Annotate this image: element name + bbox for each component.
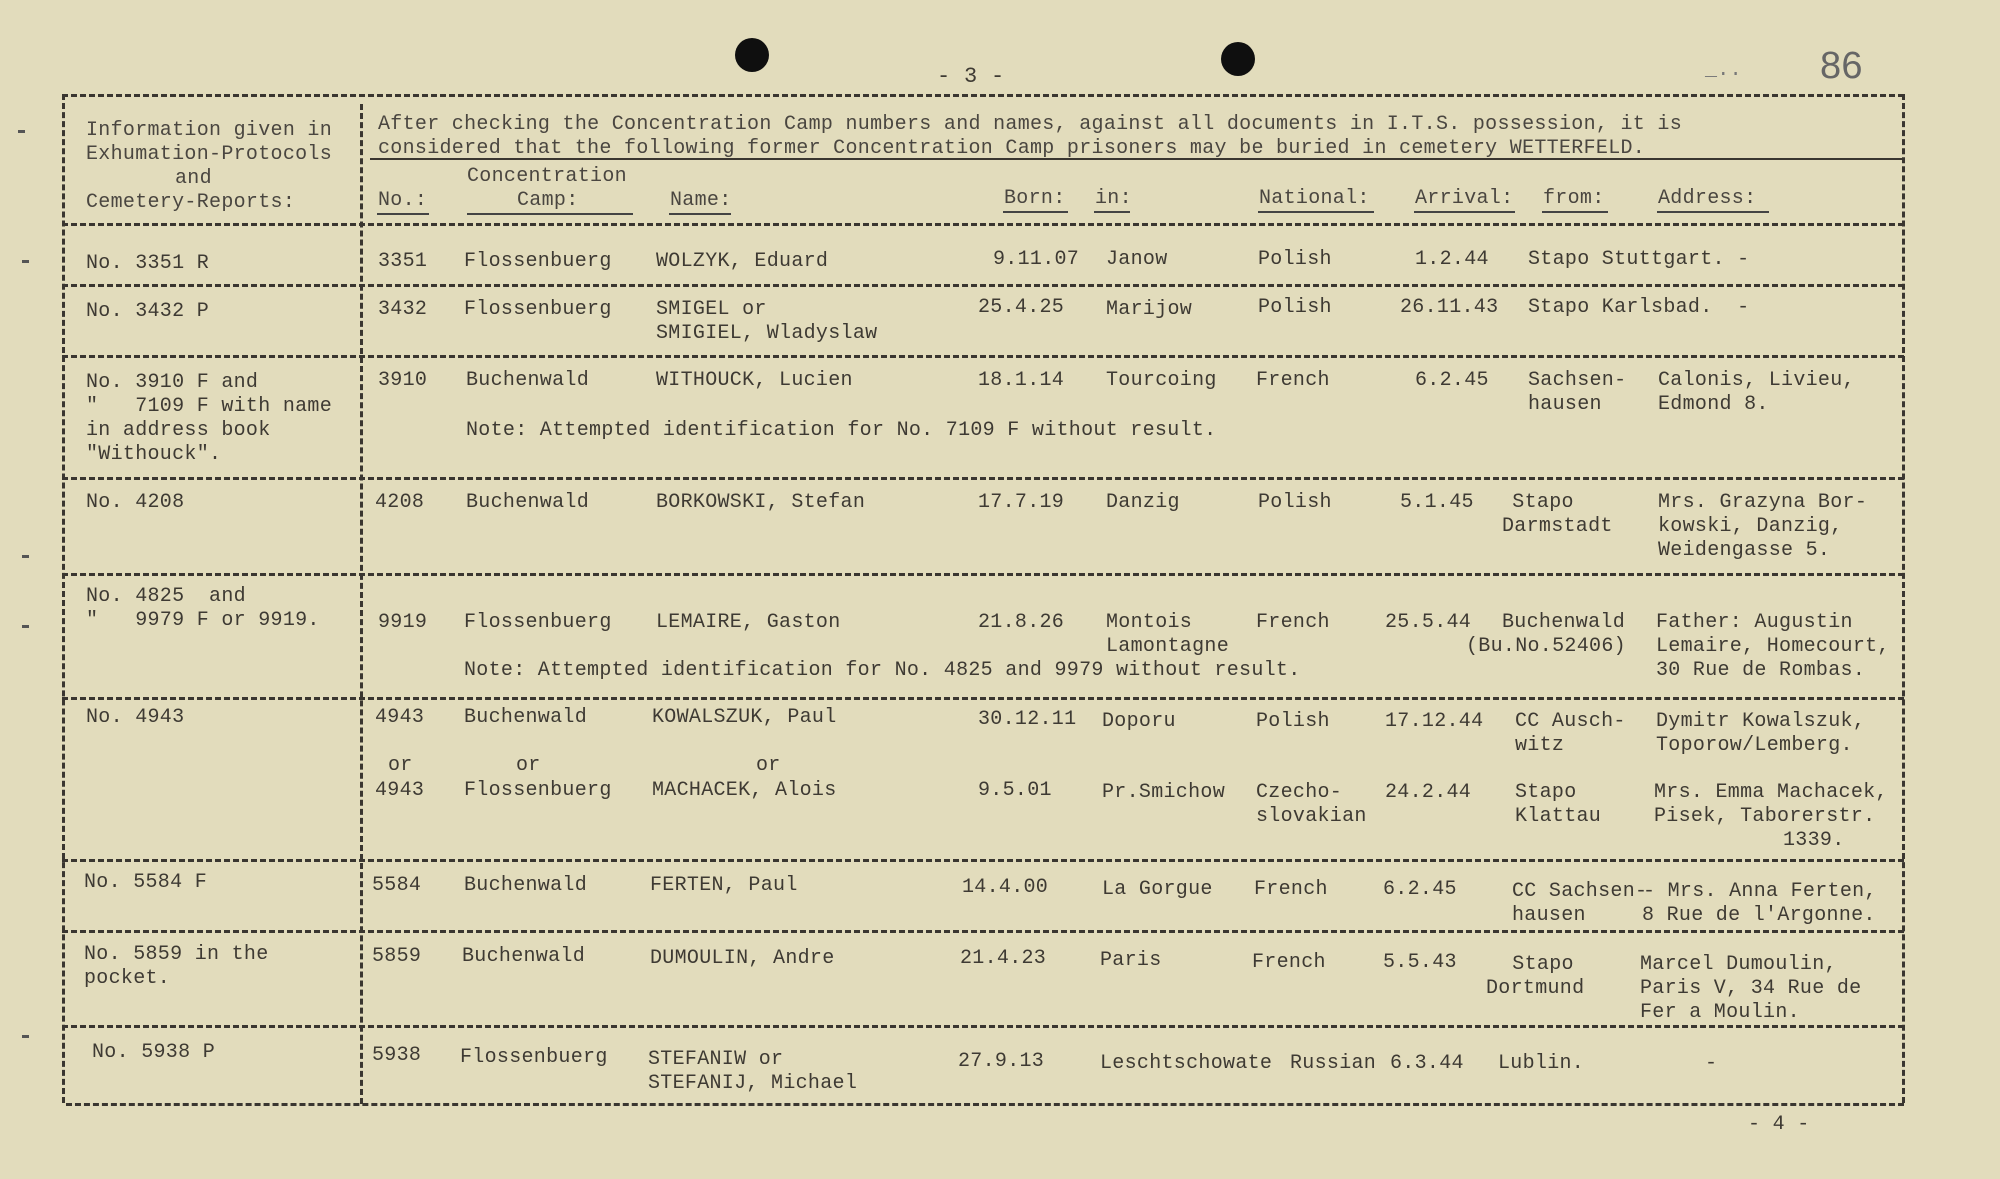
row-national: French xyxy=(1254,878,1328,901)
row-info: "Withouck". xyxy=(86,443,222,466)
row-address: Lemaire, Homecourt, xyxy=(1656,635,1890,658)
row-from: witz xyxy=(1515,734,1565,757)
row-national: French xyxy=(1252,951,1326,974)
row-alt-national: slovakian xyxy=(1256,805,1367,828)
row-divider xyxy=(62,573,1904,576)
header-divider xyxy=(62,223,1904,226)
row-no: 9919 xyxy=(378,611,428,634)
row-no: 3910 xyxy=(378,369,428,392)
col-underline xyxy=(1542,211,1608,213)
row-address: Calonis, Livieu, xyxy=(1658,369,1855,392)
row-name-alt: SMIGIEL, Wladyslaw xyxy=(656,322,878,345)
row-arrival: 6.3.44 xyxy=(1390,1052,1464,1075)
footer-page-number: - 4 - xyxy=(1748,1113,1810,1136)
row-from: Stapo xyxy=(1500,953,1574,976)
row-name: STEFANIW or xyxy=(648,1048,784,1071)
row-name: WOLZYK, Eduard xyxy=(656,250,829,273)
row-national: Polish xyxy=(1258,296,1332,319)
row-arrival: 6.2.45 xyxy=(1415,369,1489,392)
row-from: Sachsen- xyxy=(1528,369,1627,392)
row-born: 9.11.07 xyxy=(993,248,1080,271)
row-from: Stapo xyxy=(1500,491,1574,514)
row-name: WITHOUCK, Lucien xyxy=(656,369,853,392)
col-underline xyxy=(377,213,429,215)
row-no: 5938 xyxy=(372,1044,422,1067)
row-camp: Buchenwald xyxy=(464,874,588,897)
header-info-line2: Exhumation-Protocols xyxy=(86,143,333,166)
margin-mark xyxy=(22,555,29,558)
row-address: Father: Augustin xyxy=(1656,611,1853,634)
row-divider xyxy=(62,697,1904,700)
row-info: " 7109 F with name xyxy=(86,395,333,418)
row-born: 27.9.13 xyxy=(958,1050,1045,1073)
col-header-camp-line2: Camp: xyxy=(517,189,579,212)
row-address: Mrs. Grazyna Bor- xyxy=(1658,491,1868,514)
row-alt-born: 9.5.01 xyxy=(978,779,1052,802)
row-alt-address: 1339. xyxy=(1783,829,1845,852)
row-divider xyxy=(62,477,1904,480)
row-info: pocket. xyxy=(84,967,171,990)
row-info: No. 5584 F xyxy=(84,871,208,894)
margin-mark xyxy=(22,625,29,628)
row-or-label: or xyxy=(756,754,781,777)
row-birthplace: Marijow xyxy=(1106,298,1193,321)
col-underline xyxy=(669,213,731,215)
col-underline xyxy=(1003,211,1068,213)
row-info: No. 4208 xyxy=(86,491,185,514)
row-alt-camp: Flossenbuerg xyxy=(464,779,612,802)
row-alt-name: MACHACEK, Alois xyxy=(652,779,837,802)
row-no: 5859 xyxy=(372,945,422,968)
row-info: No. 4943 xyxy=(86,706,185,729)
row-divider xyxy=(62,1025,1904,1028)
table-top-border xyxy=(62,94,1904,97)
row-arrival: 6.2.45 xyxy=(1383,878,1457,901)
row-alt-address: Pisek, Taborerstr. xyxy=(1654,805,1876,828)
row-alt-national: Czecho- xyxy=(1256,781,1343,804)
col-header-address: Address: xyxy=(1658,187,1757,210)
table-left-border xyxy=(62,94,65,1103)
table-bottom-border xyxy=(66,1103,1904,1106)
row-info: No. 3432 P xyxy=(86,300,210,323)
row-born: 18.1.14 xyxy=(978,369,1065,392)
row-address: kowski, Danzig, xyxy=(1658,515,1843,538)
row-address: - Mrs. Anna Ferten, xyxy=(1643,880,1877,903)
row-name: BORKOWSKI, Stefan xyxy=(656,491,866,514)
row-address: Marcel Dumoulin, xyxy=(1640,953,1837,976)
row-address: - xyxy=(1705,1052,1718,1075)
col-underline xyxy=(1414,211,1515,213)
row-arrival: 5.1.45 xyxy=(1400,491,1474,514)
col-header-from: from: xyxy=(1543,187,1605,210)
row-birthplace: Tourcoing xyxy=(1106,369,1217,392)
row-national: Polish xyxy=(1258,248,1332,271)
row-alt-from: Klattau xyxy=(1515,805,1602,828)
row-name: KOWALSZUK, Paul xyxy=(652,706,837,729)
row-name-alt: STEFANIJ, Michael xyxy=(648,1072,858,1095)
page-number: - 3 - xyxy=(937,64,1005,89)
row-from: CC Ausch- xyxy=(1515,710,1626,733)
row-national: French xyxy=(1256,369,1330,392)
row-address: Dymitr Kowalszuk, xyxy=(1656,710,1866,733)
row-from: Dortmund xyxy=(1486,977,1585,1000)
row-arrival: 5.5.43 xyxy=(1383,951,1457,974)
row-born: 21.8.26 xyxy=(978,611,1065,634)
statement-line2: considered that the following former Concentration Camp prisoners may be buried in cemetery WETTERFELD. xyxy=(378,137,1646,160)
row-address: Weidengasse 5. xyxy=(1658,539,1831,562)
row-camp: Buchenwald xyxy=(464,706,588,729)
table-column-divider xyxy=(360,104,363,1104)
col-header-name: Name: xyxy=(670,189,732,212)
col-header-arrival: Arrival: xyxy=(1415,187,1514,210)
row-from: Stapo Stuttgart. - xyxy=(1528,248,1750,271)
row-address: 30 Rue de Rombas. xyxy=(1656,659,1866,682)
row-no: 4208 xyxy=(375,491,425,514)
row-national: French xyxy=(1256,611,1330,634)
row-camp: Buchenwald xyxy=(466,369,590,392)
col-underline xyxy=(1094,211,1130,213)
col-underline xyxy=(467,213,633,215)
row-name: DUMOULIN, Andre xyxy=(650,947,835,970)
row-divider xyxy=(62,284,1904,287)
row-arrival: 25.5.44 xyxy=(1385,611,1472,634)
row-born: 21.4.23 xyxy=(960,947,1047,970)
row-camp: Buchenwald xyxy=(462,945,586,968)
row-info: No. 3910 F and xyxy=(86,371,259,394)
row-born: 30.12.11 xyxy=(978,708,1077,731)
row-camp: Flossenbuerg xyxy=(464,611,612,634)
row-born: 14.4.00 xyxy=(962,876,1049,899)
col-underline xyxy=(1258,211,1374,213)
row-address: Toporow/Lemberg. xyxy=(1656,734,1853,757)
row-birthplace: La Gorgue xyxy=(1102,878,1213,901)
row-no: 3351 xyxy=(378,250,428,273)
row-address: Edmond 8. xyxy=(1658,393,1769,416)
row-info: in address book xyxy=(86,419,271,442)
row-camp: Buchenwald xyxy=(466,491,590,514)
punch-hole-left xyxy=(735,38,769,72)
row-divider xyxy=(62,859,1904,862)
row-name: FERTEN, Paul xyxy=(650,874,798,897)
row-birthplace: Doporu xyxy=(1102,710,1176,733)
row-from: Buchenwald xyxy=(1502,611,1626,634)
archive-prefix: _.. xyxy=(1705,59,1742,82)
row-from: hausen xyxy=(1528,393,1602,416)
row-birthplace: Montois xyxy=(1106,611,1193,634)
header-info-line1: Information given in xyxy=(86,119,333,142)
col-header-camp-line1: Concentration xyxy=(467,165,627,188)
row-info: No. 3351 R xyxy=(86,252,210,275)
col-header-in: in: xyxy=(1095,187,1132,210)
col-header-no: No.: xyxy=(378,189,428,212)
row-alt-birthplace: Pr.Smichow xyxy=(1102,781,1226,804)
row-alt-from: Stapo xyxy=(1515,781,1577,804)
row-info: No. 5859 in the xyxy=(84,943,269,966)
row-alt-address: Mrs. Emma Machacek, xyxy=(1654,781,1888,804)
punch-hole-right xyxy=(1221,42,1255,76)
row-no: 4943 xyxy=(375,706,425,729)
row-national: Polish xyxy=(1258,491,1332,514)
row-birthplace: Leschtschowate xyxy=(1100,1052,1273,1075)
row-birthplace: Paris xyxy=(1100,949,1162,972)
header-info-line3: and xyxy=(175,167,212,190)
archive-number: 86 xyxy=(1820,45,1863,87)
table-right-border xyxy=(1902,94,1905,1103)
row-info: No. 5938 P xyxy=(92,1041,216,1064)
row-or-label: or xyxy=(516,754,541,777)
row-note: Note: Attempted identification for No. 7109 F without result. xyxy=(466,419,1217,442)
row-national: Polish xyxy=(1256,710,1330,733)
row-birthplace: Janow xyxy=(1106,248,1168,271)
row-camp: Flossenbuerg xyxy=(464,298,612,321)
row-no: 5584 xyxy=(372,874,422,897)
row-arrival: 26.11.43 xyxy=(1400,296,1499,319)
margin-mark xyxy=(18,130,25,133)
row-born: 25.4.25 xyxy=(978,296,1065,319)
row-from: (Bu.No.52406) xyxy=(1466,635,1626,658)
row-info: No. 4825 and xyxy=(86,585,246,608)
row-or-label: or xyxy=(388,754,413,777)
row-name: LEMAIRE, Gaston xyxy=(656,611,841,634)
row-from: Stapo Karlsbad. - xyxy=(1528,296,1750,319)
row-from: CC Sachsen- xyxy=(1512,880,1648,903)
row-birthplace: Danzig xyxy=(1106,491,1180,514)
row-alt-arrival: 24.2.44 xyxy=(1385,781,1472,804)
row-info: " 9979 F or 9919. xyxy=(86,609,320,632)
row-name: SMIGEL or xyxy=(656,298,767,321)
row-from: Darmstadt xyxy=(1502,515,1613,538)
row-national: Russian xyxy=(1290,1052,1377,1075)
col-header-born: Born: xyxy=(1004,187,1066,210)
row-address: Paris V, 34 Rue de xyxy=(1640,977,1862,1000)
statement-line1: After checking the Concentration Camp numbers and names, against all documents in I.T.S. possession, it is xyxy=(378,113,1683,136)
col-header-national: National: xyxy=(1259,187,1370,210)
col-underline xyxy=(1657,211,1769,213)
row-from: Lublin. xyxy=(1498,1052,1585,1075)
row-no: 3432 xyxy=(378,298,428,321)
row-arrival: 1.2.44 xyxy=(1415,248,1489,271)
row-arrival: 17.12.44 xyxy=(1385,710,1484,733)
row-divider xyxy=(62,930,1904,933)
row-born: 17.7.19 xyxy=(978,491,1065,514)
row-address: Fer a Moulin. xyxy=(1640,1001,1800,1024)
margin-mark xyxy=(22,260,29,263)
margin-mark xyxy=(22,1035,29,1038)
row-note: Note: Attempted identification for No. 4825 and 9979 without result. xyxy=(464,659,1301,682)
row-camp: Flossenbuerg xyxy=(460,1046,608,1069)
row-address: 8 Rue de l'Argonne. xyxy=(1642,904,1876,927)
row-divider xyxy=(62,355,1904,358)
row-camp: Flossenbuerg xyxy=(464,250,612,273)
row-birthplace: Lamontagne xyxy=(1106,635,1230,658)
row-from: hausen xyxy=(1512,904,1586,927)
row-alt-no: 4943 xyxy=(375,779,425,802)
header-info-line4: Cemetery-Reports: xyxy=(86,191,296,214)
